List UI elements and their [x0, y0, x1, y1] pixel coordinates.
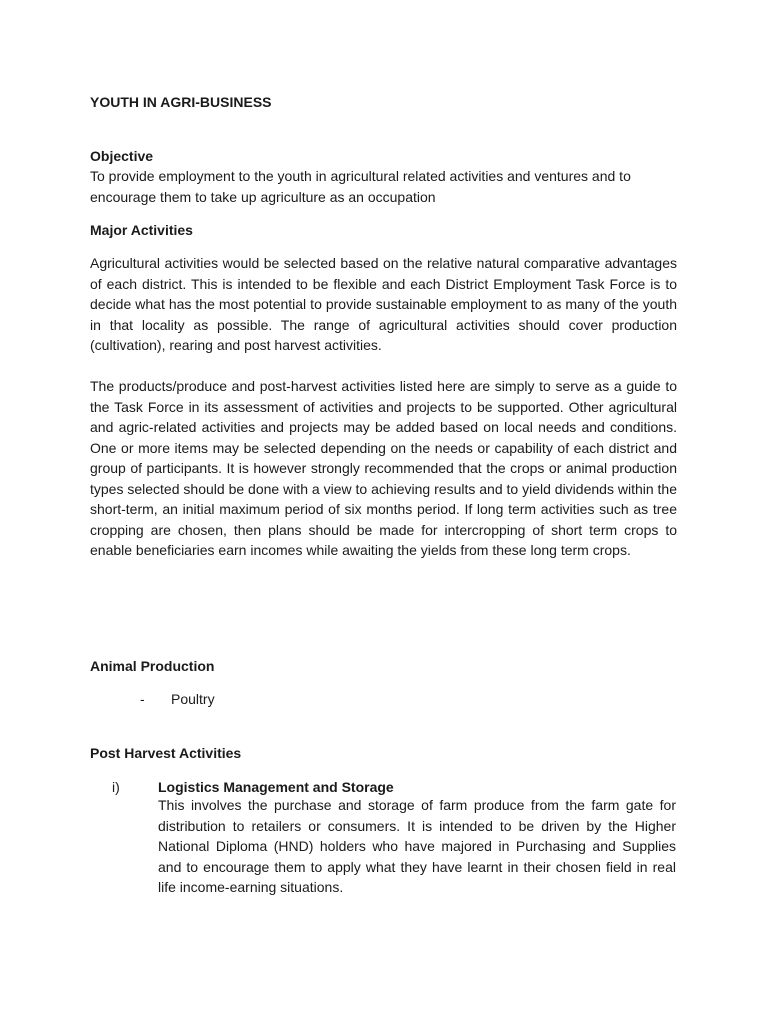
logistics-heading: Logistics Management and Storage: [158, 779, 394, 795]
major-activities-paragraph-1: Agricultural activities would be selected based on the relative natural comparative advantages of each district. This is intended to be flexible and each District Employment Task Force is to decide what has the most potential to provide sustainable employment to as many of the youth in that locality as possible. The range of agricultural activities should cover production (cultivation), rearing and post harvest activities.: [90, 255, 677, 353]
bullet-dash: -: [140, 691, 145, 707]
animal-production-heading: Animal Production: [90, 658, 215, 674]
document-title: YOUTH IN AGRI-BUSINESS: [90, 94, 272, 110]
major-activities-heading: Major Activities: [90, 222, 193, 238]
list-item-marker: i): [112, 779, 120, 795]
major-activities-paragraph-2: The products/produce and post-harvest activities listed here are simply to serve as a guide to the Task Force in its assessment of activities and projects to be supported. Other agricultural and agric-related activities and projects may be added based on local needs and conditions. One or more items may be selected depending on the needs or capability of each district and group of participants. It is however strongly recommended that the crops or animal production types selected should be done with a view to achieving results and to yield dividends within the short-term, an initial maximum period of six months period. If long term activities such as tree cropping are chosen, then plans should be made for intercropping of short term crops to enable beneficiaries earn incomes while awaiting the yields from these long term crops.: [90, 378, 677, 558]
list-item-text: Poultry: [171, 691, 215, 707]
post-harvest-heading: Post Harvest Activities: [90, 745, 242, 761]
objective-heading: Objective: [90, 148, 154, 164]
logistics-text: This involves the purchase and storage of farm produce from the farm gate for distribution to retailers or consumers. It is intended to be driven by the Higher National Diploma (HND) holders who have majored in Purchasing and Supplies and to encourage them to apply what they have learnt in their chosen field in real life income-earning situations.: [158, 797, 676, 895]
objective-text: To provide employment to the youth in agricultural related activities and ventures and to encourage them to take up agriculture as an occupation: [90, 168, 631, 205]
